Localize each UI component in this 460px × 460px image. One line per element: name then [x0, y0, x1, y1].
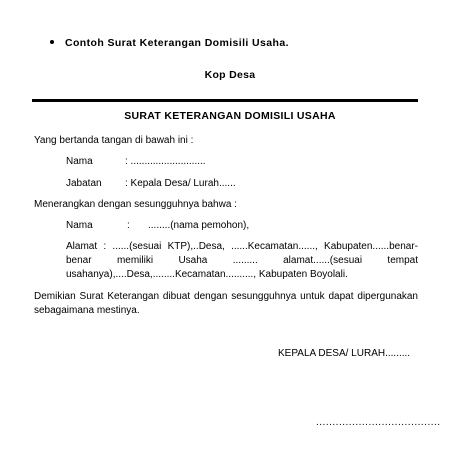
letterhead-title: Kop Desa: [204, 69, 256, 81]
closing-paragraph: Demikian Surat Keterangan dibuat dengan sesungguhnya untuk dapat dipergunakan sebagaimana mestinya.: [34, 291, 418, 316]
bullet-heading: [50, 37, 289, 51]
bullet-heading-text: Contoh Surat Keterangan Domisili Usaha.: [65, 37, 289, 49]
subject-name-value: ........(nama pemohon),: [148, 220, 250, 231]
subject-name-label: Nama: [66, 220, 93, 231]
signature-name-placeholder: ......................................: [316, 417, 441, 428]
signer-position-value: : Kepala Desa/ Lurah......: [125, 178, 236, 189]
signer-name-value: : ...........................: [125, 156, 206, 167]
signature-title: KEPALA DESA/ LURAH.........: [278, 348, 411, 359]
bullet-icon: [50, 40, 54, 44]
subject-address-paragraph: Alamat : ......(sesuai KTP),..Desa, ......Kecamatan......, Kabupaten......benar-benar memiliki Usaha ......... alamat......(sesuai tempat usahanya),....Desa,........Kecamatan.........., Kabupaten Boyolali.: [66, 241, 418, 280]
signer-intro: Yang bertanda tangan di bawah ini :: [34, 135, 194, 146]
subject-intro: Menerangkan dengan sesungguhnya bahwa :: [34, 199, 237, 210]
signer-name-label: Nama: [66, 156, 93, 167]
signer-position-label: Jabatan: [66, 178, 102, 189]
subject-name-colon: :: [127, 220, 130, 231]
letter-title: SURAT KETERANGAN DOMISILI USAHA: [124, 110, 336, 122]
letterhead-divider: [32, 99, 418, 102]
